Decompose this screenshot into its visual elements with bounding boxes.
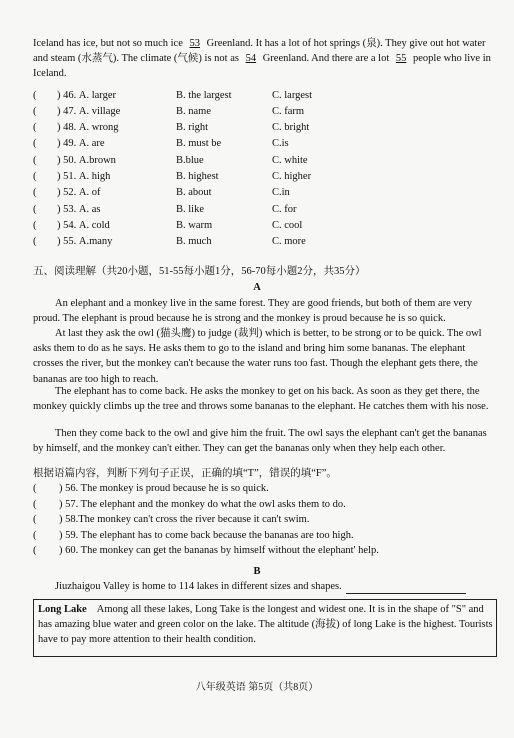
option-c: C.in <box>272 187 290 199</box>
tf-item-text: ) 60. The monkey can get the bananas by himself without the elephant' help. <box>59 545 379 557</box>
passage-b-intro <box>33 579 498 594</box>
option-row <box>33 217 363 233</box>
question-number: ) 51. <box>57 171 77 183</box>
question-number: ) 50. <box>57 154 77 166</box>
blank-53: 53 <box>189 38 200 49</box>
option-row <box>33 234 363 250</box>
tf-item <box>33 497 498 513</box>
answer-line[interactable] <box>346 593 466 594</box>
tf-item <box>33 543 498 559</box>
option-c: C. largest <box>272 89 313 101</box>
option-c: C. cool <box>272 219 303 231</box>
tf-item <box>33 528 498 544</box>
option-row <box>33 152 363 168</box>
option-c: C. farm <box>272 105 305 117</box>
tf-item <box>33 512 498 528</box>
question-number: ) 53. <box>57 203 77 215</box>
option-a: A. as <box>78 203 101 215</box>
cloze-text: Greenland. It has a lot of hot springs (泉). They give out hot <box>204 38 460 49</box>
question-number: ) 46. <box>57 89 77 101</box>
option-b: B. right <box>176 122 209 134</box>
option-a: A. of <box>78 187 101 199</box>
true-false-questions <box>33 481 498 559</box>
cloze-text: Iceland has ice, but not so much ice <box>33 38 186 49</box>
answer-paren[interactable]: ( <box>33 122 37 134</box>
blank-54: 54 <box>245 53 257 65</box>
answer-paren[interactable]: ( <box>33 498 37 510</box>
tf-item-text: ) 58.The monkey can't cross the river because it can't swim. <box>59 514 310 526</box>
option-row <box>33 185 363 201</box>
option-c: C. white <box>272 154 308 166</box>
question-number: ) 47. <box>57 105 77 117</box>
option-row <box>33 136 363 152</box>
intro-text: Jiuzhaigou Valley is home to 114 lakes in different sizes and shapes. <box>55 581 342 592</box>
cloze-text: people who live in Iceland. <box>33 53 491 80</box>
answer-paren[interactable]: ( <box>33 203 37 215</box>
option-a: A. wrong <box>78 122 119 134</box>
option-b: B. about <box>176 187 212 199</box>
option-b: B.blue <box>176 154 204 166</box>
option-b: B. like <box>176 203 204 215</box>
answer-paren[interactable]: ( <box>33 154 37 166</box>
blank-55: 55 <box>395 53 407 65</box>
cloze-text: water and steam (水蒸气). The climate (气候) is not as <box>33 38 486 65</box>
answer-paren[interactable]: ( <box>33 138 37 150</box>
option-row <box>33 201 363 217</box>
long-lake-box <box>33 599 497 657</box>
box-title: Long Lake <box>38 604 87 615</box>
option-b: B. warm <box>176 219 213 231</box>
option-c: C. bright <box>272 122 310 134</box>
option-b: B. much <box>176 236 212 248</box>
option-c: C. higher <box>272 171 312 183</box>
option-row <box>33 120 363 136</box>
answer-paren[interactable]: ( <box>33 105 37 117</box>
option-b: B. must be <box>176 138 222 150</box>
option-c: C. more <box>272 236 306 248</box>
option-a: A. larger <box>78 89 116 101</box>
tf-instruction: 根据语篇内容，判断下列句子正误，正确的填“T”，错误的填“F”。 <box>33 468 337 479</box>
option-c: C.is <box>272 138 289 150</box>
question-number: ) 48. <box>57 122 77 134</box>
tf-item-text: ) 59. The elephant has to come back because the bananas are too high. <box>59 529 354 541</box>
option-c: C. for <box>272 203 297 215</box>
option-a: A. cold <box>78 219 110 231</box>
cloze-passage-tail <box>33 36 498 82</box>
cloze-options <box>33 87 363 250</box>
tf-item <box>33 481 498 497</box>
passage-a-label: A <box>253 282 261 293</box>
option-row <box>33 168 363 184</box>
passage-a-para-3: The elephant has to come back. He asks the monkey to get on his back. As soon as they get there, the monkey quickly climbs up the tree and throws some bananas to the elephant. He catches them with his nose. <box>33 386 489 413</box>
option-a: A. village <box>78 105 121 117</box>
passage-a-para-1: An elephant and a monkey live in the same forest. They are good friends, but both of them are very proud. The elephant is proud because he is strong and the monkey is proud because he is so quick. <box>33 298 473 325</box>
option-row <box>33 87 363 103</box>
answer-paren[interactable]: ( <box>33 514 37 526</box>
page-footer: 八年级英语 第5页（共8页） <box>195 682 319 693</box>
option-a: A.brown <box>78 154 116 166</box>
answer-paren[interactable]: ( <box>33 219 37 231</box>
question-number: ) 49. <box>57 138 77 150</box>
option-a: A. are <box>78 138 105 150</box>
answer-paren[interactable]: ( <box>33 483 37 495</box>
tf-item-text: ) 56. The monkey is proud because he is so quick. <box>59 483 269 495</box>
question-number: ) 55. <box>57 236 77 248</box>
option-a: A.many <box>78 236 113 248</box>
option-b: B. name <box>176 105 211 117</box>
passage-a-para-2: At last they ask the owl (猫头鹰) to judge (裁判) which is better, to be strong or to be quick. The owl asks them to do as he says. He asks them to go to the island and bring him some bananas. The elephant crosses the river, but the monkey can't because the water runs too fast. Though the elephant gets there, the bananas are too high to reach. <box>33 328 482 385</box>
answer-paren[interactable]: ( <box>33 236 37 248</box>
answer-paren[interactable]: ( <box>33 545 37 557</box>
option-b: B. the largest <box>176 89 232 101</box>
tf-item-text: ) 57. The elephant and the monkey do what the owl asks them to do. <box>59 498 346 510</box>
passage-a-para-4: Then they come back to the owl and give him the fruit. The owl says the elephant can't get the bananas by himself, and the monkey can't either. They can get the bananas only when they help each other. <box>33 428 487 455</box>
box-text: Among all these lakes, Long Take is the longest and widest one. It is in the shape of "S" and has amazing blue water and green color on the lake. The altitude (海拔) of long Lake is the highest. Tourists have to pay more attention to their health condition. <box>38 604 493 646</box>
option-b: B. highest <box>176 171 219 183</box>
answer-paren[interactable]: ( <box>33 529 37 541</box>
answer-paren[interactable]: ( <box>33 171 37 183</box>
answer-paren[interactable]: ( <box>33 89 37 101</box>
option-row <box>33 103 363 119</box>
question-number: ) 52. <box>57 187 77 199</box>
passage-b-label: B <box>253 566 261 577</box>
cloze-text: Greenland. And there are a lot <box>260 53 392 65</box>
section-heading: 五、阅读理解（共20小题，51-55每小题1分，56-70每小题2分，共35分） <box>33 266 366 277</box>
answer-paren[interactable]: ( <box>33 187 37 199</box>
question-number: ) 54. <box>57 219 77 231</box>
option-a: A. high <box>78 171 111 183</box>
